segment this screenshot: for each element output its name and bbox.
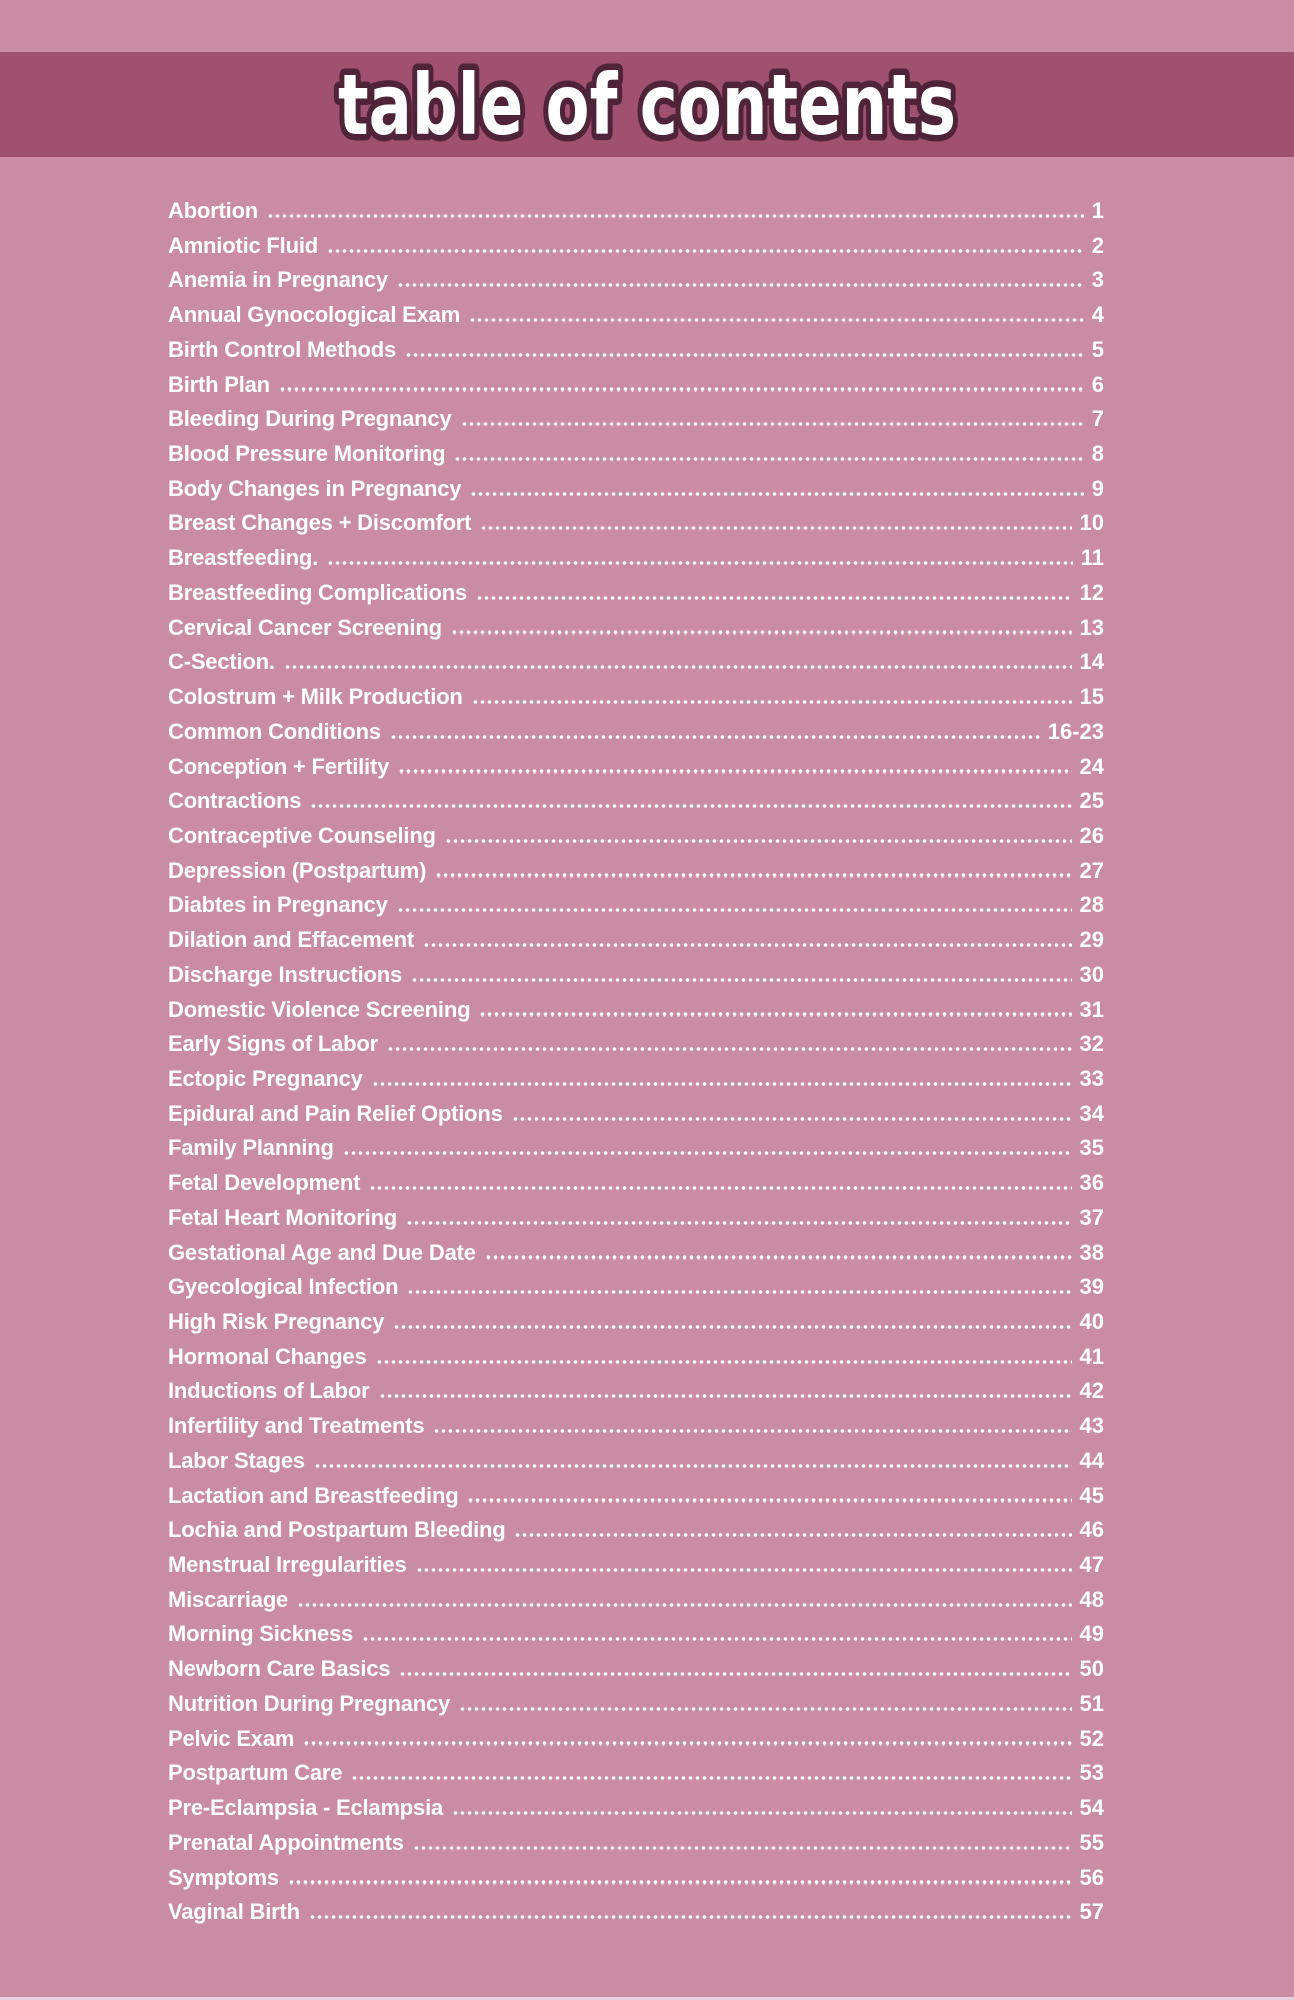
- toc-entry-label: Annual Gynocological Exam: [168, 302, 461, 328]
- dot-leader: [472, 700, 1072, 704]
- dot-leader: [393, 1325, 1071, 1329]
- toc-entry-page: 37: [1079, 1204, 1104, 1230]
- toc-entry-page: 28: [1079, 892, 1104, 918]
- toc-entry: [168, 195, 1104, 230]
- toc-entry-label: Contractions: [168, 788, 302, 814]
- toc-entry-label: Discharge Instructions: [168, 961, 402, 987]
- toc-entry-label: Miscarriage: [168, 1586, 289, 1612]
- dot-leader: [451, 630, 1072, 634]
- toc-entry: [168, 612, 1104, 647]
- toc-entry-label: Body Changes in Pregnancy: [168, 475, 462, 501]
- dot-leader: [362, 1637, 1071, 1641]
- toc-entry-label: Infertility and Treatments: [168, 1413, 425, 1439]
- toc-entry-label: Gyecological Infection: [168, 1274, 399, 1300]
- toc-entry: [168, 994, 1104, 1029]
- toc-entry: [168, 1618, 1104, 1653]
- toc-entry: [168, 1514, 1104, 1549]
- toc-entry: [168, 542, 1104, 577]
- dot-leader: [411, 978, 1072, 982]
- dot-leader: [452, 1811, 1071, 1815]
- dot-leader: [459, 1707, 1071, 1711]
- toc-entry-label: High Risk Pregnancy: [168, 1309, 385, 1334]
- toc-entry-label: Abortion: [168, 198, 259, 223]
- toc-entry-label: Anemia in Pregnancy: [168, 267, 388, 293]
- dot-leader: [512, 1117, 1072, 1121]
- toc-entry: [168, 577, 1104, 612]
- toc-entry-label: Cervical Cancer Screening: [168, 614, 442, 640]
- toc-entry: [168, 403, 1104, 438]
- toc-entry-page: 40: [1079, 1309, 1104, 1334]
- toc-entry-page: 29: [1079, 927, 1104, 953]
- toc-entry: [168, 299, 1104, 334]
- toc-entry-label: Fetal Heart Monitoring: [168, 1204, 398, 1230]
- toc-entry-page: 53: [1079, 1760, 1104, 1786]
- toc-entry: [168, 1792, 1104, 1827]
- toc-entry-label: Labor Stages: [168, 1447, 305, 1473]
- dot-leader: [279, 387, 1084, 391]
- toc-entry-label: Pre-Eclampsia - Eclampsia: [168, 1795, 444, 1821]
- toc-entry: [168, 1167, 1104, 1202]
- dot-leader: [433, 1429, 1071, 1433]
- toc-entry-label: Dilation and Effacement: [168, 927, 414, 953]
- toc-entry: [168, 820, 1104, 855]
- toc-entry: [168, 473, 1104, 508]
- toc-entry: [168, 438, 1104, 473]
- toc-entry-page: 32: [1079, 1031, 1104, 1057]
- toc-entry-label: Vaginal Birth: [168, 1899, 300, 1925]
- page-title: [0, 52, 1294, 157]
- toc-entry-page: 36: [1079, 1170, 1104, 1196]
- toc-entry-label: Family Planning: [168, 1135, 334, 1161]
- dot-leader: [461, 422, 1084, 426]
- dot-leader: [310, 804, 1071, 808]
- toc-entry-label: Blood Pressure Monitoring: [168, 441, 446, 467]
- dot-leader: [314, 1464, 1072, 1468]
- toc-entry: [168, 1202, 1104, 1237]
- dot-leader: [372, 1082, 1072, 1086]
- toc-entry: [168, 1896, 1104, 1931]
- dot-leader: [297, 1603, 1071, 1607]
- toc-entry-page: 49: [1079, 1621, 1104, 1647]
- toc-entry-label: Bleeding During Pregnancy: [168, 406, 452, 432]
- toc-entry-label: Birth Plan: [168, 371, 270, 397]
- toc-entry: [168, 230, 1104, 265]
- toc-entry-page: 15: [1079, 684, 1104, 710]
- dot-leader: [343, 1151, 1072, 1155]
- toc-entry: [168, 751, 1104, 786]
- toc-entry-page: 51: [1079, 1690, 1104, 1716]
- toc-entry-page: 4: [1091, 302, 1104, 328]
- dot-leader: [288, 1880, 1072, 1884]
- toc-entry-label: Symptoms: [168, 1864, 279, 1890]
- toc-entry-page: 56: [1079, 1864, 1104, 1890]
- dot-leader: [406, 1221, 1071, 1225]
- toc-entry-label: Prenatal Appointments: [168, 1829, 404, 1855]
- toc-entry: [168, 1480, 1104, 1515]
- toc-entry-label: Breastfeeding Complications: [168, 579, 467, 605]
- toc-entry-label: C-Section.: [168, 649, 275, 675]
- toc-entry-page: 8: [1091, 441, 1104, 467]
- toc-entry-page: 7: [1091, 406, 1104, 432]
- toc-entry-page: 10: [1079, 510, 1104, 536]
- toc-entry: [168, 924, 1104, 959]
- dot-leader: [423, 943, 1072, 947]
- toc-entry-label: Menstrual Irregularities: [168, 1552, 407, 1578]
- toc-entry-page: 44: [1079, 1447, 1104, 1473]
- toc-entry: [168, 855, 1104, 890]
- toc-entry: [168, 785, 1104, 820]
- toc-entry: [168, 1584, 1104, 1619]
- toc-entry-label: Lochia and Postpartum Bleeding: [168, 1517, 506, 1543]
- dot-leader: [351, 1776, 1071, 1780]
- toc-entry-page: 27: [1079, 857, 1104, 883]
- dot-leader: [485, 1255, 1072, 1259]
- dot-leader: [469, 318, 1084, 322]
- dot-leader: [435, 873, 1071, 877]
- dot-leader: [470, 492, 1083, 496]
- dot-leader: [390, 735, 1040, 739]
- toc-entry-label: Contraceptive Counseling: [168, 822, 436, 848]
- toc-entry-page: 48: [1079, 1586, 1104, 1612]
- toc-entry-page: 57: [1079, 1899, 1104, 1925]
- toc-entry-page: 39: [1079, 1274, 1104, 1300]
- toc-entry-page: 12: [1079, 579, 1104, 605]
- dot-leader: [514, 1533, 1071, 1537]
- toc-entry-page: 52: [1079, 1725, 1104, 1751]
- toc-entry-page: 35: [1079, 1135, 1104, 1161]
- dot-leader: [479, 1012, 1071, 1016]
- toc-entry: [168, 1862, 1104, 1897]
- toc-list: [168, 195, 1104, 1931]
- toc-entry-page: 30: [1079, 961, 1104, 987]
- toc-entry-label: Conception + Fertility: [168, 753, 390, 779]
- dot-leader: [387, 1047, 1072, 1051]
- toc-entry-page: 47: [1079, 1552, 1104, 1578]
- toc-entry-page: 45: [1079, 1482, 1104, 1508]
- toc-entry-label: Diabtes in Pregnancy: [168, 892, 388, 918]
- toc-entry-label: Depression (Postpartum): [168, 857, 427, 883]
- toc-entry-page: 41: [1079, 1343, 1104, 1369]
- toc-entry-page: 5: [1091, 336, 1104, 362]
- toc-entry-label: Breastfeeding.: [168, 545, 319, 571]
- dot-leader: [416, 1568, 1072, 1572]
- toc-entry: [168, 1410, 1104, 1445]
- dot-leader: [405, 353, 1084, 357]
- toc-entry: [168, 1237, 1104, 1272]
- toc-entry: [168, 959, 1104, 994]
- toc-entry-label: Common Conditions: [168, 718, 381, 744]
- toc-entry: [168, 264, 1104, 299]
- toc-entry-label: Pelvic Exam: [168, 1725, 295, 1751]
- toc-entry-page: 33: [1079, 1065, 1104, 1091]
- dot-leader: [327, 249, 1084, 253]
- toc-entry: [168, 1723, 1104, 1758]
- toc-entry-page: 46: [1079, 1517, 1104, 1543]
- dot-leader: [397, 908, 1072, 912]
- dot-leader: [303, 1741, 1071, 1745]
- toc-entry: [168, 1549, 1104, 1584]
- toc-entry: [168, 1445, 1104, 1480]
- toc-entry-page: 14: [1079, 649, 1104, 675]
- toc-entry-page: 38: [1079, 1239, 1104, 1265]
- toc-entry: [168, 1306, 1104, 1341]
- toc-entry: [168, 1271, 1104, 1306]
- toc-entry: [168, 681, 1104, 716]
- dot-leader: [397, 283, 1084, 287]
- top-margin-strip: [0, 0, 1294, 52]
- toc-entry-page: 42: [1079, 1378, 1104, 1404]
- toc-entry: [168, 1028, 1104, 1063]
- toc-entry-page: 2: [1091, 232, 1104, 258]
- toc-entry: [168, 1827, 1104, 1862]
- toc-entry: [168, 1688, 1104, 1723]
- toc-entry-page: 24: [1079, 753, 1104, 779]
- toc-entry-page: 3: [1091, 267, 1104, 293]
- toc-entry-label: Domestic Violence Screening: [168, 996, 471, 1022]
- dot-leader: [267, 214, 1084, 218]
- dot-leader: [284, 665, 1072, 669]
- toc-entry-label: Postpartum Care: [168, 1760, 343, 1786]
- toc-entry-page: 43: [1079, 1413, 1104, 1439]
- toc-entry-label: Epidural and Pain Relief Options: [168, 1100, 503, 1126]
- toc-entry: [168, 1063, 1104, 1098]
- toc-entry: [168, 334, 1104, 369]
- toc-entry-label: Gestational Age and Due Date: [168, 1239, 476, 1265]
- toc-entry: [168, 507, 1104, 542]
- toc-entry-label: Early Signs of Labor: [168, 1031, 378, 1057]
- toc-entry: [168, 1132, 1104, 1167]
- toc-entry-page: 55: [1079, 1829, 1104, 1855]
- toc-entry-page: 13: [1079, 614, 1104, 640]
- toc-entry: [168, 1341, 1104, 1376]
- dot-leader: [376, 1360, 1072, 1364]
- toc-entry: [168, 1375, 1104, 1410]
- toc-entry-label: Fetal Development: [168, 1170, 361, 1196]
- toc-entry-page: 11: [1080, 545, 1104, 571]
- toc-entry-page: 26: [1079, 822, 1104, 848]
- toc-entry: [168, 889, 1104, 924]
- dot-leader: [399, 1672, 1071, 1676]
- dot-leader: [413, 1846, 1072, 1850]
- toc-entry: [168, 369, 1104, 404]
- toc-entry-page: 16-23: [1047, 718, 1104, 744]
- toc-entry-page: 6: [1091, 371, 1104, 397]
- dot-leader: [445, 839, 1072, 843]
- toc-entry: [168, 646, 1104, 681]
- toc-entry-label: Birth Control Methods: [168, 336, 396, 362]
- toc-entry: [168, 1653, 1104, 1688]
- toc-entry: [168, 716, 1104, 751]
- toc-entry-label: Hormonal Changes: [168, 1343, 367, 1369]
- dot-leader: [454, 457, 1083, 461]
- toc-entry-label: Inductions of Labor: [168, 1378, 370, 1404]
- toc-entry-label: Breast Changes + Discomfort: [168, 510, 472, 536]
- dot-leader: [480, 526, 1071, 530]
- dot-leader: [398, 769, 1071, 773]
- toc-entry-label: Amniotic Fluid: [168, 232, 318, 258]
- toc-entry-label: Nutrition During Pregnancy: [168, 1690, 451, 1716]
- toc-entry-page: 31: [1079, 996, 1104, 1022]
- dot-leader: [407, 1290, 1071, 1294]
- toc-entry-page: 1: [1091, 198, 1104, 223]
- toc-entry-page: 50: [1079, 1656, 1104, 1682]
- dot-leader: [369, 1186, 1071, 1190]
- dot-leader: [467, 1498, 1071, 1502]
- toc-entry: [168, 1098, 1104, 1133]
- toc-entry: [168, 1757, 1104, 1792]
- toc-entry-page: 25: [1079, 788, 1104, 814]
- toc-entry-page: 34: [1079, 1100, 1104, 1126]
- toc-entry-label: Morning Sickness: [168, 1621, 354, 1647]
- toc-entry-page: 9: [1091, 475, 1104, 501]
- toc-entry-page: 54: [1079, 1795, 1104, 1821]
- header-band: [0, 52, 1294, 157]
- dot-leader: [476, 596, 1072, 600]
- toc-entry-label: Colostrum + Milk Production: [168, 684, 463, 710]
- dot-leader: [379, 1394, 1072, 1398]
- toc-entry-label: Newborn Care Basics: [168, 1656, 391, 1682]
- toc-entry-label: Ectopic Pregnancy: [168, 1065, 363, 1091]
- dot-leader: [309, 1915, 1072, 1919]
- page-title-text: table of contents: [338, 56, 956, 154]
- dot-leader: [327, 561, 1073, 565]
- toc-entry-label: Lactation and Breastfeeding: [168, 1482, 459, 1508]
